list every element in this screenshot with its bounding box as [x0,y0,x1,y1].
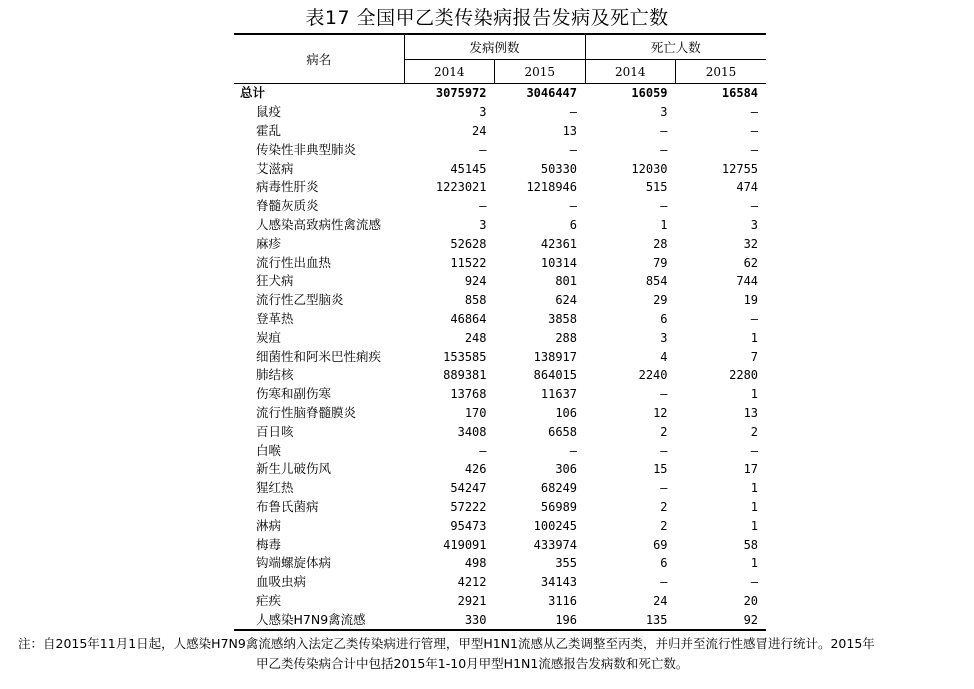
value-cell: 1223021 [435,180,487,195]
table-row [234,272,766,291]
disease-name-cell: 传染性非典型肺炎 [256,141,357,157]
disease-name-cell: 猩红热 [256,480,294,496]
value-cell: 1 [750,330,759,345]
disease-name-cell: 流行性乙型脑炎 [256,292,344,308]
table-row [234,535,766,554]
value-cell: 54247 [450,481,487,496]
value-cell: – [569,443,578,458]
table-row [234,234,766,253]
table-row [234,253,766,272]
value-cell: 57222 [450,499,487,514]
value-cell: 419091 [443,537,487,552]
value-cell: 3046447 [495,84,586,103]
footnote-line-1: 注：自2015年11月1日起，人感染H7N9禽流感纳入法定乙类传染病进行管理，甲型H1N1流感从乙类调整至丙类，并归并至流行性感冒进行统计。2015年 [18,636,875,651]
value-cell: – [750,142,759,157]
value-cell: 138917 [533,349,578,364]
table-row [234,516,766,535]
disease-name-cell: 钩端螺旋体病 [256,555,332,571]
value-cell: 433974 [533,537,578,552]
disease-name-header: 病名 [234,34,404,84]
value-cell: 1 [750,518,759,533]
value-cell: – [569,142,578,157]
total-row [234,84,766,103]
value-cell: 28 [653,236,668,251]
value-cell: 56989 [540,499,578,514]
value-cell: 10314 [540,255,578,270]
table-row [234,347,766,366]
value-cell: 1218946 [526,180,578,195]
value-cell: 135 [585,610,676,630]
value-cell: 2280 [729,368,759,383]
value-cell: – [569,199,578,214]
value-cell: 13768 [450,387,487,402]
value-cell: 52628 [450,236,487,251]
value-cell: 624 [555,293,578,308]
value-cell: – [660,387,668,402]
value-cell: 801 [555,274,578,289]
value-cell: 79 [653,255,668,270]
table-row [234,479,766,498]
value-cell: 153585 [443,349,487,364]
value-cell: – [660,443,668,458]
disease-stats-table [234,33,766,631]
disease-name-cell: 疟疾 [256,592,282,608]
value-cell: – [479,443,487,458]
value-cell: 16584 [676,84,767,103]
value-cell: 355 [555,556,578,571]
year-header: 2015 [676,60,767,84]
value-cell: 889381 [443,368,487,383]
value-cell: – [750,105,759,120]
table-row [234,122,766,141]
value-cell: 6 [660,556,668,571]
table-row [234,310,766,329]
disease-name-cell: 细菌性和阿米巴性痢疾 [256,348,382,364]
value-cell: 3075972 [404,84,495,103]
value-cell: 4 [660,349,668,364]
value-cell: 924 [464,274,487,289]
value-cell: 1 [660,217,668,232]
table-row [234,216,766,235]
disease-name-cell: 伤寒和副伤寒 [256,386,332,402]
value-cell: – [750,123,759,138]
table-row [234,592,766,611]
table-row [234,328,766,347]
value-cell: – [750,199,759,214]
disease-name-cell: 人感染H7N9禽流感 [234,610,404,630]
value-cell: 3 [479,105,487,120]
value-cell: 6 [660,311,668,326]
disease-name-cell: 病毒性肝炎 [256,179,319,195]
value-cell: – [750,575,759,590]
disease-name-cell: 百日咳 [256,423,294,439]
value-cell: 2 [660,424,668,439]
value-cell: 46864 [450,311,487,326]
table-row [234,610,766,630]
deaths-group-header: 死亡人数 [585,34,766,60]
value-cell: 1 [750,556,759,571]
table-row [234,291,766,310]
value-cell: – [750,443,759,458]
value-cell: 20 [743,593,759,608]
value-cell: 12755 [721,161,759,176]
value-cell: 474 [736,180,759,195]
cases-group-header: 发病例数 [404,34,585,60]
value-cell: 4212 [457,575,487,590]
disease-name-cell: 血吸虫病 [256,574,307,590]
disease-name-cell: 新生儿破伤风 [256,461,332,477]
value-cell: – [479,142,487,157]
footnote [18,634,958,674]
table-row [234,385,766,404]
value-cell: – [479,199,487,214]
value-cell: 196 [495,610,586,630]
table-row [234,441,766,460]
value-cell: – [660,481,668,496]
value-cell: 306 [555,462,578,477]
disease-name-cell: 流行性出血热 [256,254,332,270]
value-cell: – [750,311,759,326]
disease-name-cell: 霍乱 [256,122,282,138]
value-cell: 6 [569,217,578,232]
value-cell: 95473 [450,518,487,533]
value-cell: 1 [750,499,759,514]
value-cell: 11522 [450,255,487,270]
disease-name-cell: 总计 [234,84,404,103]
value-cell: 13 [743,405,759,420]
value-cell: – [660,142,668,157]
value-cell: 106 [555,405,578,420]
value-cell: 498 [464,556,487,571]
value-cell: 32 [743,236,759,251]
value-cell: – [660,575,668,590]
disease-name-cell: 布鲁氏菌病 [256,498,319,514]
value-cell: 34143 [540,575,578,590]
table-row [234,197,766,216]
table-row [234,178,766,197]
value-cell: 3 [660,330,668,345]
value-cell: 24 [653,593,668,608]
disease-name-cell: 脊髓灰质炎 [256,198,319,214]
table-row [234,404,766,423]
year-header: 2014 [585,60,676,84]
table-row [234,140,766,159]
value-cell: 45145 [450,161,487,176]
value-cell: 2 [750,424,759,439]
disease-name-cell: 流行性脑脊髓膜炎 [256,404,357,420]
disease-name-cell: 淋病 [256,517,282,533]
value-cell: 15 [653,462,668,477]
value-cell: 13 [562,123,578,138]
value-cell: 3858 [548,311,578,326]
table-row [234,498,766,517]
value-cell: 854 [645,274,668,289]
value-cell: 50330 [540,161,578,176]
year-header: 2015 [495,60,586,84]
value-cell: 1 [750,481,759,496]
value-cell: 12030 [631,161,668,176]
value-cell: 24 [472,123,487,138]
table-title: 表17 全国甲乙类传染病报告发病及死亡数 [305,7,669,29]
value-cell: – [660,123,668,138]
value-cell: 2 [660,499,668,514]
value-cell: 288 [555,330,578,345]
disease-name-cell: 人感染高致病性禽流感 [256,216,382,232]
value-cell: 3 [750,217,759,232]
disease-name-cell: 白喉 [256,442,282,458]
value-cell: 3 [660,105,668,120]
value-cell: 12 [653,405,668,420]
footnote-line-2: 甲乙类传染病合计中包括2015年1-10月甲型H1N1流感报告发病数和死亡数。 [256,656,689,671]
value-cell: 16059 [585,84,676,103]
value-cell: 2921 [457,593,487,608]
value-cell: – [569,105,578,120]
disease-name-cell: 麻疹 [256,235,282,251]
disease-name-cell: 肺结核 [256,367,294,383]
value-cell: – [660,199,668,214]
table-row [234,103,766,122]
value-cell: 17 [743,462,759,477]
table-row [234,422,766,441]
value-cell: 858 [464,293,487,308]
value-cell: 100245 [533,518,578,533]
table-row [234,554,766,573]
value-cell: 515 [645,180,668,195]
value-cell: 69 [653,537,668,552]
value-cell: 1 [750,387,759,402]
disease-name-cell: 登革热 [256,310,294,326]
value-cell: 3408 [457,424,487,439]
value-cell: 68249 [540,481,578,496]
value-cell: 248 [464,330,487,345]
value-cell: 7 [750,349,759,364]
table-row [234,366,766,385]
value-cell: 864015 [533,368,578,383]
disease-name-cell: 狂犬病 [256,273,294,289]
value-cell: 2 [660,518,668,533]
value-cell: 58 [743,537,759,552]
year-header: 2014 [404,60,495,84]
value-cell: 29 [653,293,668,308]
table-body [234,84,766,631]
value-cell: 170 [464,405,487,420]
value-cell: 3 [479,217,487,232]
value-cell: 6658 [548,424,578,439]
table-row [234,159,766,178]
value-cell: 62 [743,255,759,270]
value-cell: 19 [743,293,759,308]
table-row [234,573,766,592]
table-row [234,460,766,479]
disease-name-cell: 鼠疫 [256,104,282,120]
value-cell: 2240 [638,368,668,383]
value-cell: 11637 [540,387,578,402]
disease-name-cell: 艾滋病 [256,160,294,176]
value-cell: 42361 [540,236,578,251]
disease-name-cell: 梅毒 [256,536,282,552]
value-cell: 3116 [548,593,578,608]
value-cell: 744 [736,274,759,289]
value-cell: 426 [464,462,487,477]
disease-name-cell: 炭疽 [256,329,282,345]
value-cell: 330 [404,610,495,630]
value-cell: 92 [676,610,767,630]
